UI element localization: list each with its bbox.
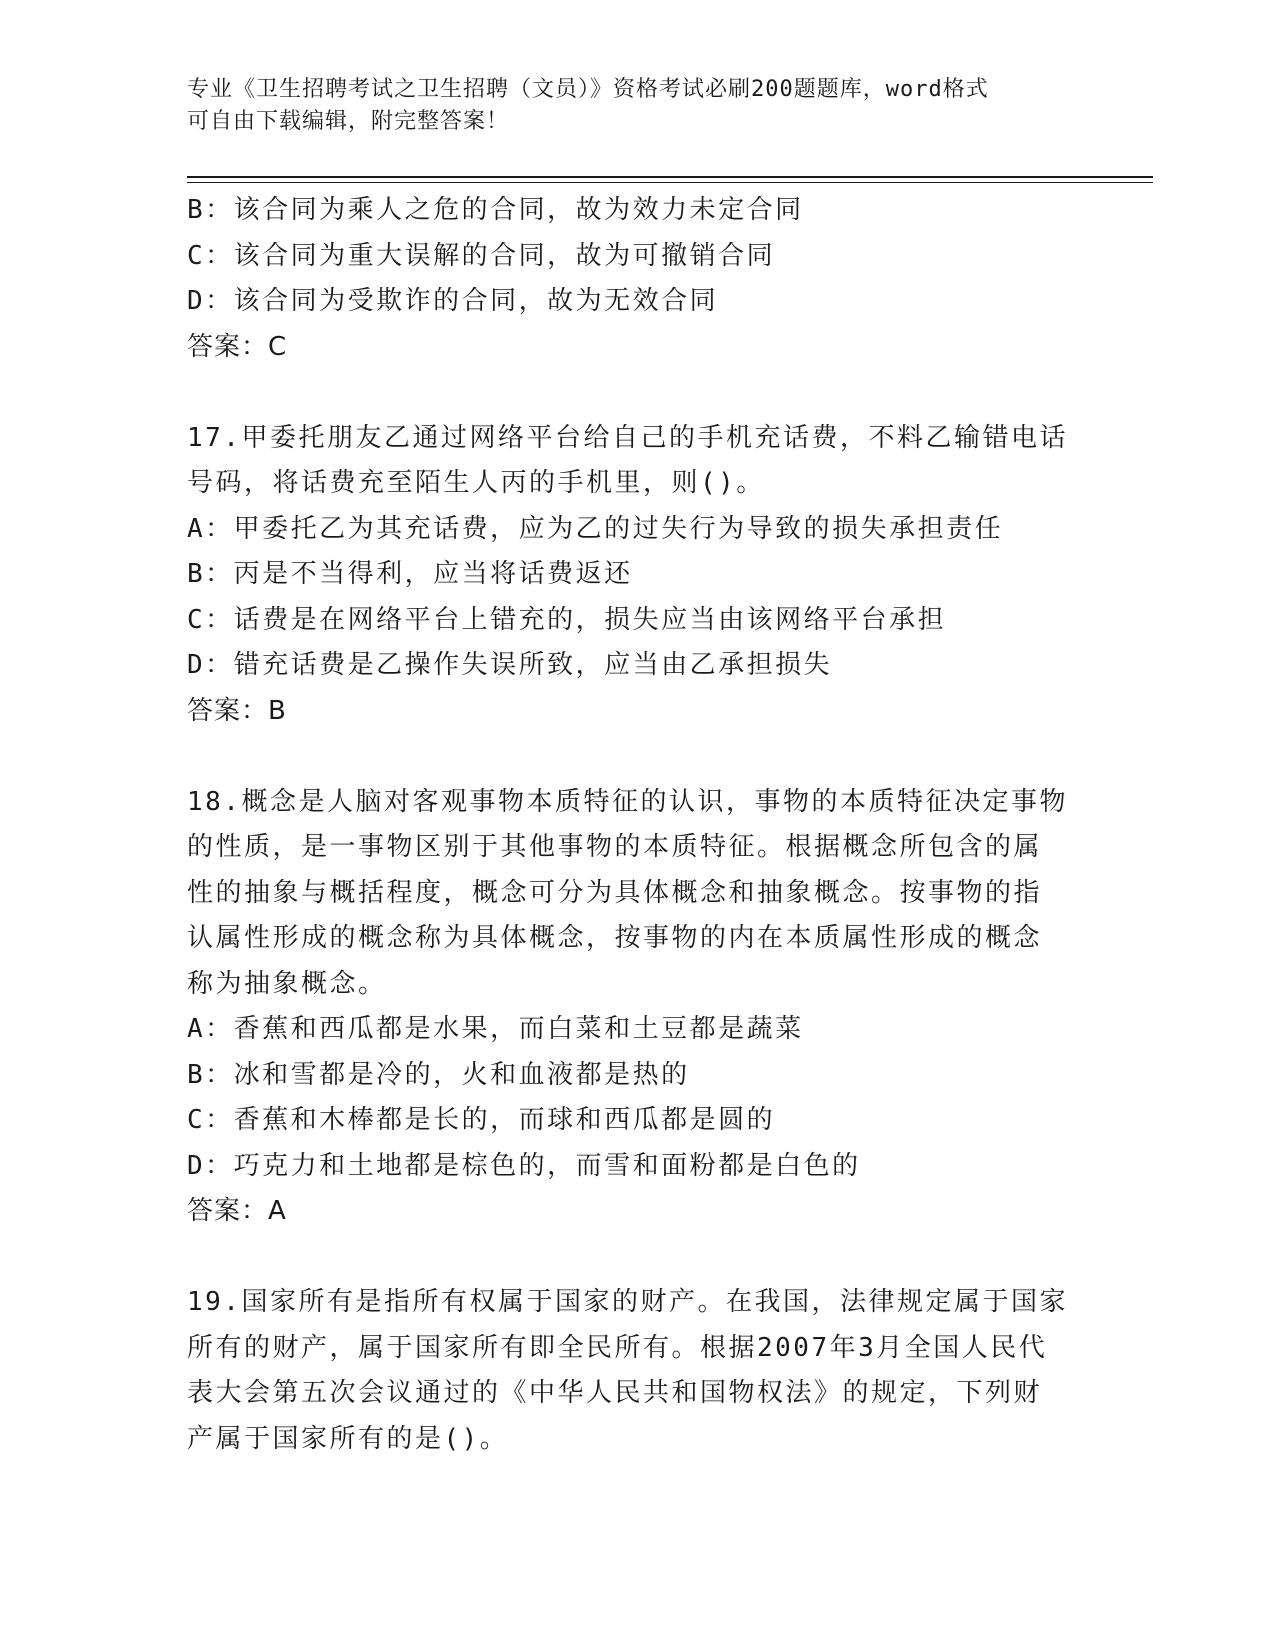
option-b: B：冰和雪都是冷的，火和血液都是热的 <box>187 1059 690 1090</box>
option-d: D：巧克力和土地都是棕色的，而雪和面粉都是白色的 <box>187 1150 861 1181</box>
header-divider-thick <box>187 176 1153 178</box>
question-stem-line: 18.概念是人脑对客观事物本质特征的认识，事物的本质特征决定事物 <box>187 786 1068 817</box>
question-stem-line: 19.国家所有是指所有权属于国家的财产。在我国，法律规定属于国家 <box>187 1287 1068 1317</box>
question-19 <box>187 1280 1087 1462</box>
spacer <box>187 370 1087 416</box>
spacer <box>187 734 1087 780</box>
option-b: B：该合同为乘人之危的合同，故为效力未定合同 <box>187 195 804 225</box>
header-line-1: 专业《卫生招聘考试之卫生招聘（文员）》资格考试必刷200题题库，word格式 <box>187 77 989 102</box>
option-a: A：香蕉和西瓜都是水果，而白菜和土豆都是蔬菜 <box>187 1014 804 1044</box>
option-a: A：甲委托乙为其充话费，应为乙的过失行为导致的损失承担责任 <box>187 513 1004 544</box>
question-stem-line: 认属性形成的概念称为具体概念，按事物的内在本质属性形成的概念 <box>187 923 1043 953</box>
option-d: D：错充话费是乙操作失误所致，应当由乙承担损失 <box>187 650 833 680</box>
question-stem-line: 称为抽象概念。 <box>187 968 387 999</box>
option-d: D：该合同为受欺诈的合同，故为无效合同 <box>187 286 719 316</box>
question-stem-line: 性的抽象与概括程度，概念可分为具体概念和抽象概念。按事物的指 <box>187 877 1043 908</box>
option-b: B：丙是不当得利，应当将话费返还 <box>187 559 633 589</box>
question-stem-line: 17.甲委托朋友乙通过网络平台给自己的手机充话费，不料乙输错电话 <box>187 422 1068 453</box>
question-stem-line: 所有的财产，属于国家所有即全民所有。根据2007年3月全国人民代 <box>187 1332 1048 1363</box>
question-16 <box>187 188 1087 370</box>
spacer <box>187 1235 1087 1281</box>
answer: 答案：A <box>187 1196 287 1226</box>
header-line-2: 可自由下载编辑，附完整答案！ <box>187 109 510 134</box>
answer: 答案：C <box>187 331 288 362</box>
question-17 <box>187 416 1087 735</box>
question-content <box>187 188 1087 1462</box>
question-18 <box>187 780 1087 1235</box>
page-header <box>187 74 1087 138</box>
answer: 答案：B <box>187 695 287 726</box>
option-c: C：话费是在网络平台上错充的，损失应当由该网络平台承担 <box>187 604 947 635</box>
question-stem-line: 产属于国家所有的是()。 <box>187 1423 509 1454</box>
option-c: C：香蕉和木棒都是长的，而球和西瓜都是圆的 <box>187 1105 776 1135</box>
question-stem-line: 表大会第五次会议通过的《中华人民共和国物权法》的规定，下列财 <box>187 1378 1043 1408</box>
question-stem-line: 号码，将话费充至陌生人丙的手机里，则()。 <box>187 468 765 498</box>
header-divider-thin <box>187 182 1153 183</box>
question-stem-line: 的性质，是一事物区别于其他事物的本质特征。根据概念所包含的属 <box>187 832 1043 862</box>
option-c: C：该合同为重大误解的合同，故为可撤销合同 <box>187 240 776 271</box>
